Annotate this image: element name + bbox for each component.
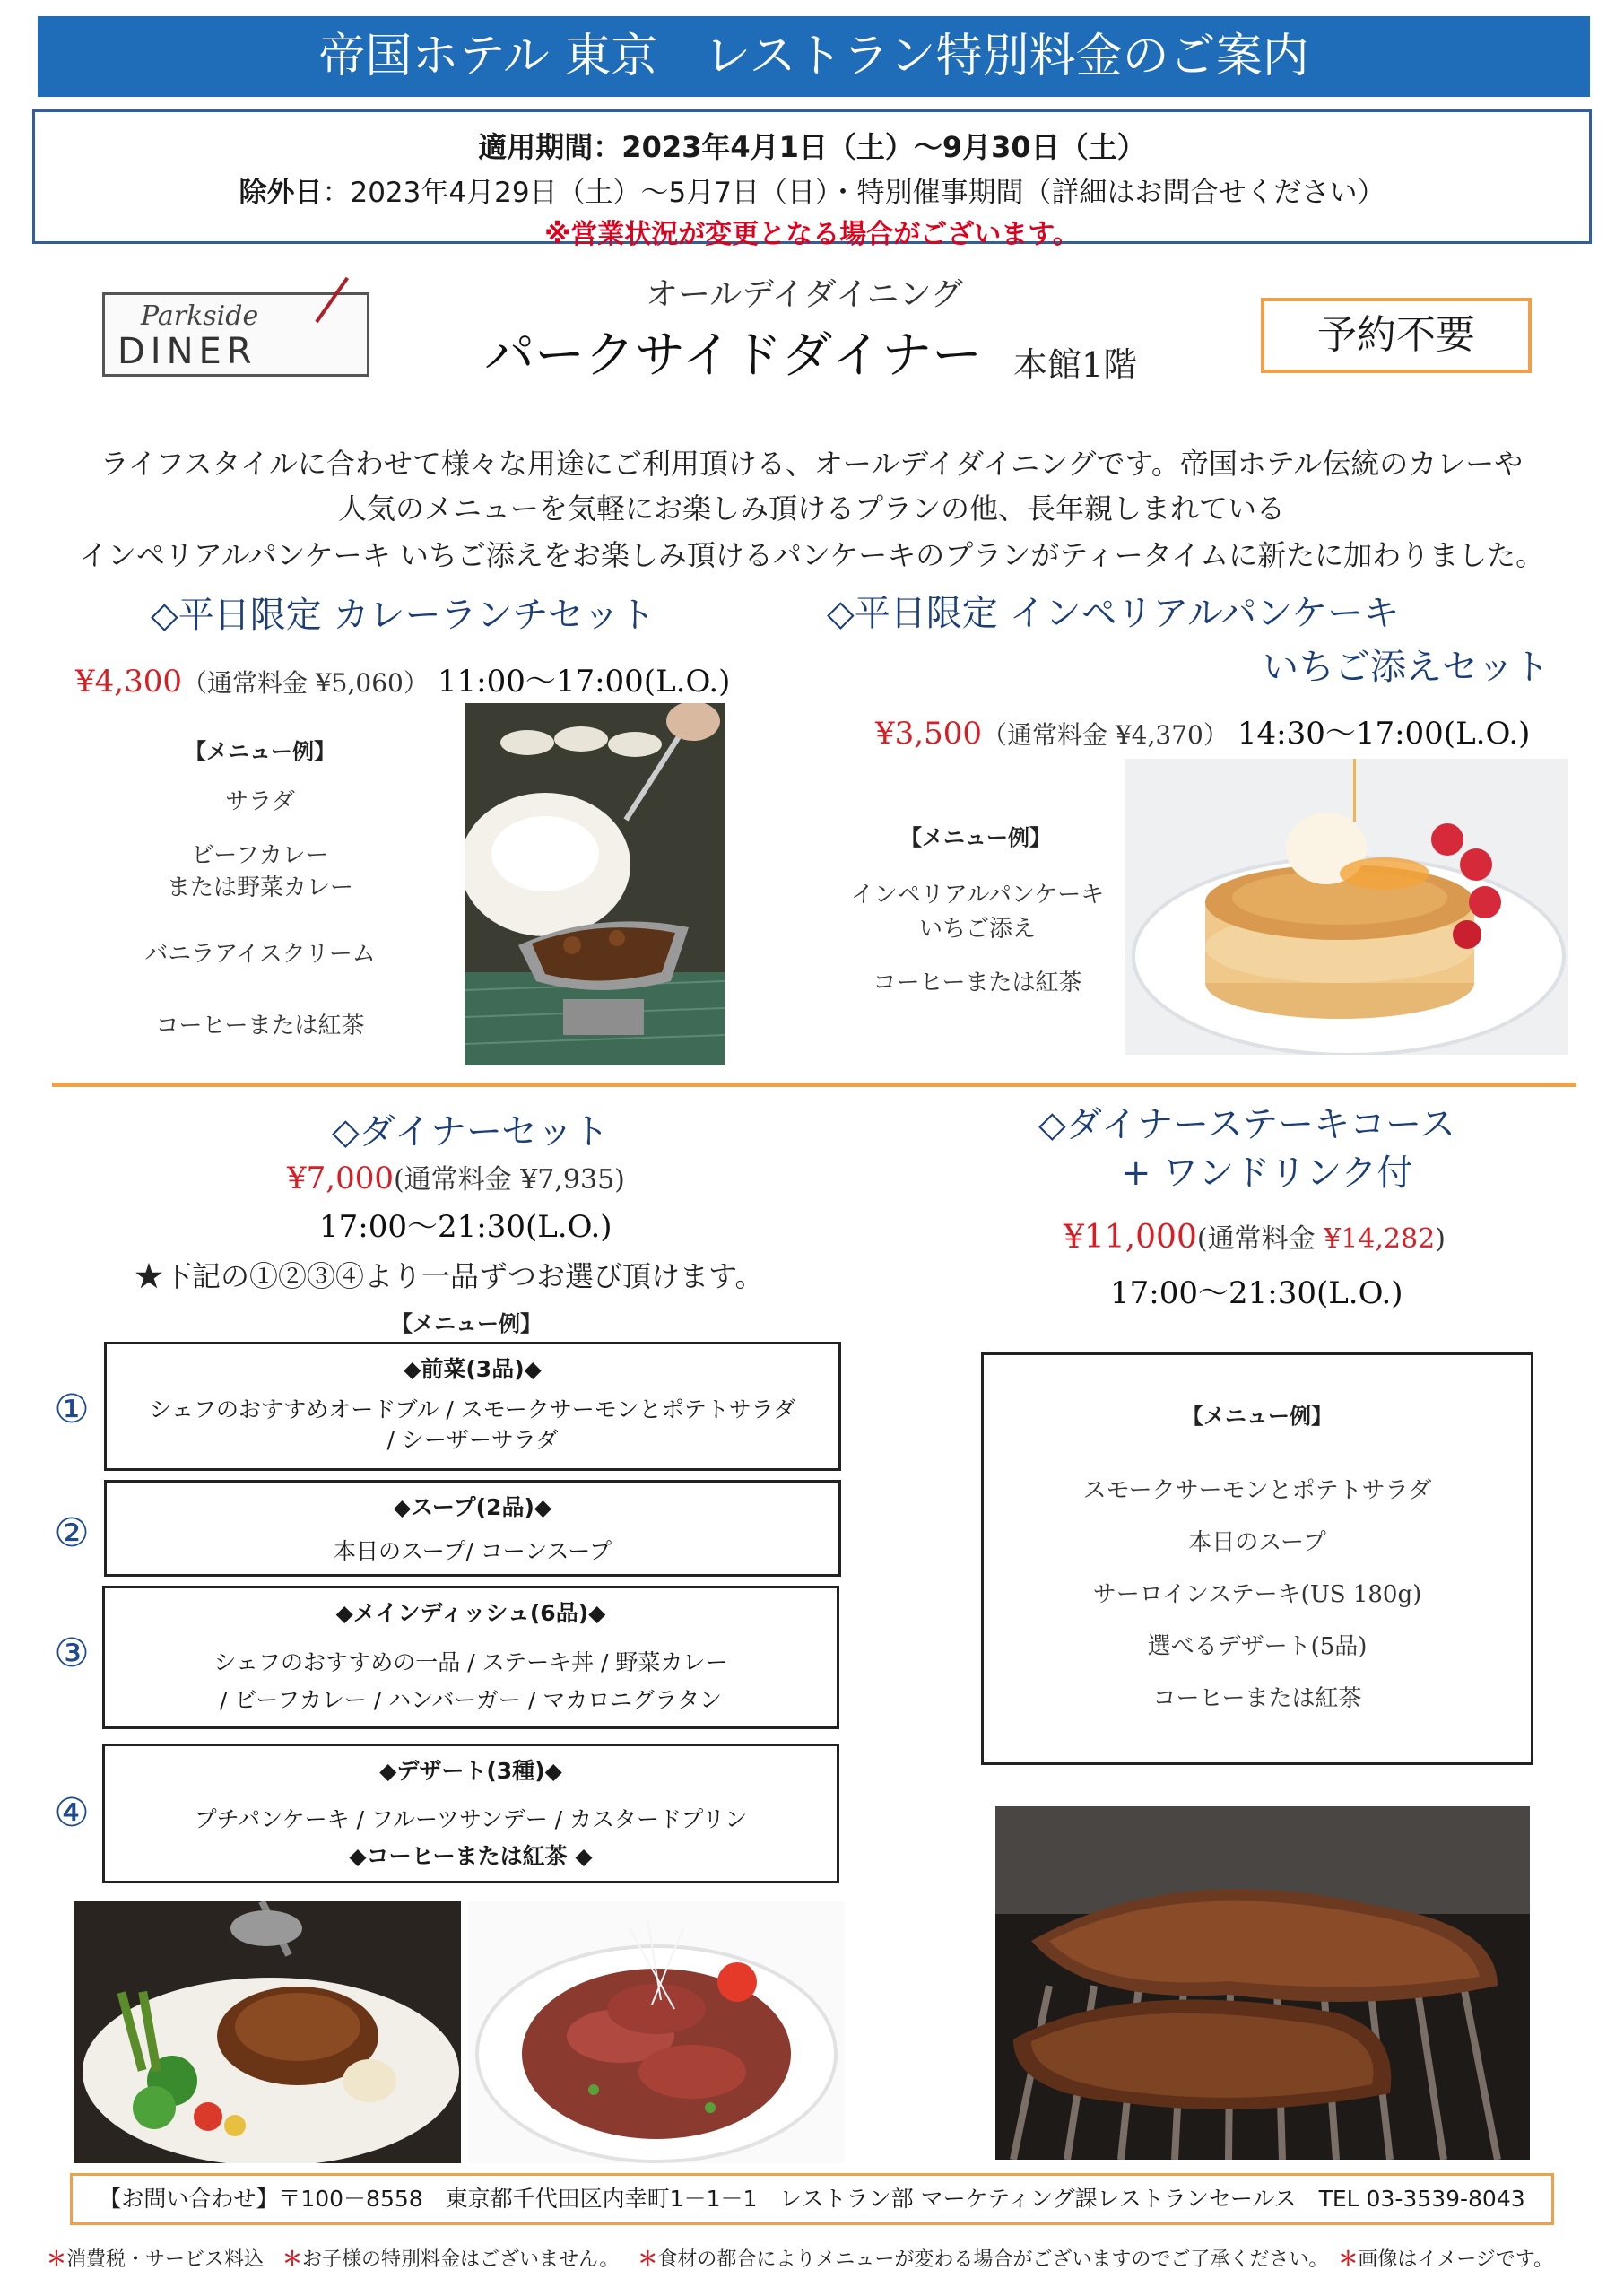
curry-time: 11:00～17:00(L.O.) <box>437 664 731 700</box>
restaurant-logo <box>102 292 369 377</box>
intro-line-3: インペリアルパンケーキ いちご添えをお楽しみ頂けるパンケーキのプランがティータイムに新たに加わりました。 <box>78 538 1545 572</box>
footnote: お子様の特別料金はございません。 <box>302 2248 620 2271</box>
contact-info: 【お問い合わせ】〒100－8558 東京都千代田区内幸町1－1－1 レストラン部 マーケティング課レストランセールス TEL 03-3539-8043 <box>70 2173 1554 2225</box>
pancake-set-title-line2: いちご添えセット <box>1263 647 1550 688</box>
curry-price: ¥4,300 <box>75 664 182 700</box>
curry-menu-title: 【メニュー例】 <box>185 739 335 764</box>
reservation-badge: 予約不要 <box>1261 298 1532 373</box>
hamburg-steak-photo <box>74 1901 461 2163</box>
curry-menu-item: バニラアイスクリーム <box>144 941 376 968</box>
footnote-star: ＊ <box>1338 2248 1359 2271</box>
curry-photo <box>465 703 725 1065</box>
course-box-main <box>102 1586 839 1729</box>
steak-menu-box <box>981 1352 1533 1765</box>
steak-menu-item: 選べるデザート(5品) <box>1147 1633 1368 1660</box>
steak-menu-item: コーヒーまたは紅茶 <box>1152 1685 1362 1712</box>
course-line: シェフのおすすめの一品 / ステーキ丼 / 野菜カレー <box>213 1649 728 1675</box>
steak-regular-price: ¥14,282 <box>1324 1223 1436 1255</box>
steak-menu-title: 【メニュー例】 <box>1182 1404 1333 1429</box>
section-divider <box>52 1083 1576 1087</box>
course-number: ① <box>54 1387 90 1432</box>
curry-price-line <box>75 657 730 700</box>
grilled-steak-photo <box>995 1806 1530 2160</box>
exclusion-label: 除外日 <box>239 177 323 209</box>
pancake-menu-item: コーヒーまたは紅茶 <box>873 970 1082 996</box>
course-title: ◆メインディッシュ(6品)◆ <box>335 1600 606 1626</box>
course-line: / ビーフカレー / ハンバーガー / マカロニグラタン <box>219 1687 722 1713</box>
course-line: プチパンケーキ / フルーツサンデー / カスタードプリン <box>194 1806 748 1832</box>
course-line: ◆コーヒーまたは紅茶 ◆ <box>349 1843 593 1869</box>
course-number: ③ <box>54 1631 90 1676</box>
course-line: シェフのおすすめオードブル / スモークサーモンとポテトサラダ <box>149 1396 796 1422</box>
logo-word: DINER <box>117 331 257 372</box>
steak-regular-prefix: (通常料金 <box>1196 1223 1324 1255</box>
curry-menu-item: コーヒーまたは紅茶 <box>155 1013 365 1039</box>
course-title: ◆前菜(3品)◆ <box>404 1356 542 1382</box>
period-box <box>32 109 1592 250</box>
footnote: 消費税・サービス料込 <box>66 2248 265 2271</box>
steak-menu-item: スモークサーモンとポテトサラダ <box>1082 1477 1432 1504</box>
logo-script-text: Parkside <box>141 300 259 332</box>
curry-regular-price: （通常料金 ¥5,060） <box>181 668 429 698</box>
course-box-dessert <box>102 1744 839 1883</box>
diner-set-regular-price: (通常料金 ¥7,935) <box>393 1164 625 1196</box>
intro-line-1: ライフスタイルに合わせて様々な用途にご利用頂ける、オールデイダイニングです。帝国ホテル伝統のカレーや <box>100 447 1524 481</box>
steak-time: 17:00～21:30(L.O.) <box>1110 1275 1403 1311</box>
footnote: 画像はイメージです。 <box>1358 2248 1554 2271</box>
exclusion-text: ：2023年4月29日（土）～5月7日（日）・特別催事期間（詳細はお問合せください） <box>322 177 1385 209</box>
curry-menu-item: または野菜カレー <box>166 874 353 901</box>
course-number: ④ <box>54 1790 90 1836</box>
footnote: 食材の都合によりメニューが変わる場合がございますのでご了承ください。 <box>657 2248 1329 2271</box>
course-box-soup <box>104 1480 841 1577</box>
pancake-menu-title: 【メニュー例】 <box>900 825 1051 850</box>
steak-course-title-line2: + ワンドリンク付 <box>1121 1152 1413 1194</box>
diner-set-price-line <box>287 1157 625 1196</box>
diner-set-time: 17:00～21:30(L.O.) <box>319 1209 612 1245</box>
curry-menu-item: ビーフカレー <box>191 842 329 869</box>
pancake-photo <box>1125 759 1568 1055</box>
pancake-time: 14:30～17:00(L.O.) <box>1237 716 1531 752</box>
footnote-star: ＊ <box>282 2248 303 2271</box>
footnote-star: ＊ <box>47 2248 67 2271</box>
course-title: ◆デザート(3種)◆ <box>379 1758 562 1784</box>
logo-slash-mark <box>315 277 349 323</box>
curry-menu-item: サラダ <box>225 788 295 815</box>
period-line: 適用期間：2023年4月1日（土）～9月30日（土） <box>478 130 1146 164</box>
steak-price-line <box>1064 1216 1446 1256</box>
restaurant-category: オールデイダイニング <box>646 276 963 313</box>
course-title: ◆スープ(2品)◆ <box>393 1494 552 1520</box>
course-box-appetizer <box>104 1342 841 1471</box>
status-notice: ※営業状況が変更となる場合がございます。 <box>544 219 1080 250</box>
steak-regular-suffix: ) <box>1435 1223 1446 1255</box>
pancake-price: ¥3,500 <box>875 716 982 752</box>
pancake-set-title-line1: ◇平日限定 インペリアルパンケーキ <box>827 593 1400 634</box>
course-line: 本日のスープ/ コーンスープ <box>333 1538 612 1564</box>
diner-set-title: ◇ダイナーセット <box>332 1111 610 1152</box>
diner-set-note: ★下記の①②③④より一品ずつお選び頂けます。 <box>135 1259 764 1293</box>
course-line: / シーザーサラダ <box>386 1427 559 1453</box>
restaurant-floor: 本館1階 <box>1013 345 1138 385</box>
exclusion-line <box>35 170 1589 210</box>
pancake-price-line <box>875 709 1530 752</box>
steak-bowl-photo <box>468 1901 845 2163</box>
steak-course-title-line1: ◇ダイナーステーキコース <box>1038 1104 1456 1145</box>
page-banner: 帝国ホテル 東京 レストラン特別料金のご案内 <box>38 16 1590 97</box>
footnote-star: ＊ <box>638 2248 658 2271</box>
course-number: ② <box>54 1510 90 1556</box>
footnotes <box>47 2244 1589 2272</box>
intro-line-2: 人気のメニューを気軽にお楽しみ頂けるプランの他、長年親しまれている <box>337 491 1285 526</box>
diner-set-price: ¥7,000 <box>287 1161 394 1196</box>
restaurant-name: パークサイドダイナー <box>484 326 982 385</box>
pancake-menu-item: いちご添え <box>918 916 1036 943</box>
steak-price: ¥11,000 <box>1064 1219 1197 1256</box>
pancake-regular-price: （通常料金 ¥4,370） <box>981 720 1229 750</box>
pancake-menu-item: インペリアルパンケーキ <box>850 882 1105 909</box>
steak-menu-item: 本日のスープ <box>1188 1529 1326 1556</box>
steak-menu-item: サーロインステーキ(US 180g) <box>1092 1581 1422 1608</box>
diner-set-menu-title: 【メニュー例】 <box>391 1311 542 1336</box>
curry-set-title: ◇平日限定 カレーランチセット <box>151 595 656 636</box>
